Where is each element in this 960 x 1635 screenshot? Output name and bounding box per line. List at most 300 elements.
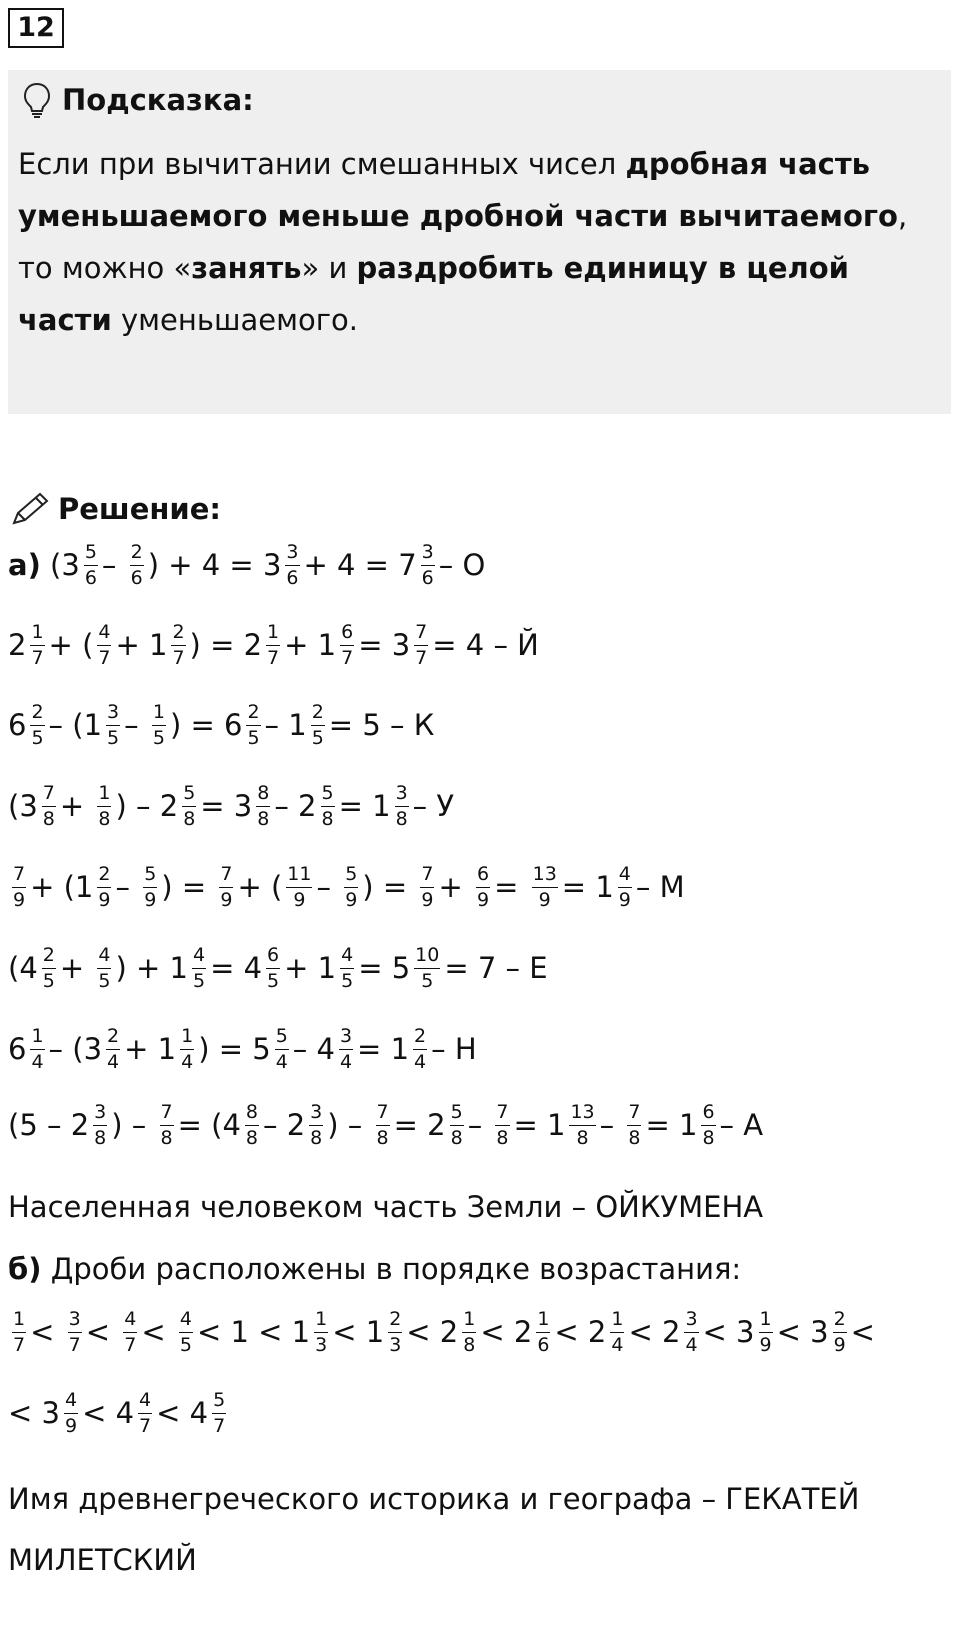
numerator: 4: [97, 946, 111, 969]
numerator: 4: [340, 946, 354, 969]
numerator: 7: [420, 865, 434, 888]
numerator: 2: [388, 1310, 402, 1333]
math-text: < 1: [332, 1315, 385, 1349]
numerator: 6: [701, 1103, 715, 1126]
math-text: =: [494, 870, 528, 904]
fraction: [130, 540, 144, 589]
denominator: 8: [42, 807, 55, 830]
denominator: 8: [702, 1126, 715, 1149]
denominator: 8: [245, 1126, 258, 1149]
solution-line: [8, 610, 539, 680]
fraction: [219, 862, 233, 911]
math-text: + 1: [284, 951, 337, 985]
part-b-label: б): [8, 1252, 42, 1286]
numerator: 1: [152, 703, 166, 726]
math-text: –: [115, 870, 140, 904]
solution-line: [8, 1090, 763, 1160]
numerator: 2: [30, 703, 44, 726]
order-line: [8, 1378, 230, 1448]
denominator: 8: [376, 1126, 389, 1149]
denominator: 8: [496, 1126, 509, 1149]
numerator: 1: [97, 784, 111, 807]
fraction: [97, 943, 111, 992]
denominator: 8: [160, 1126, 173, 1149]
math-text: <: [85, 1315, 120, 1349]
numerator: 1: [314, 1310, 328, 1333]
numerator: 3: [309, 1103, 323, 1126]
math-text: ) =: [362, 870, 417, 904]
fraction: [143, 862, 157, 911]
math-text: = 7 – Е: [444, 951, 548, 985]
hint-text: [18, 138, 938, 346]
math-text: (4: [8, 951, 38, 985]
fraction: [759, 1307, 773, 1356]
math-text: = 2: [393, 1108, 446, 1142]
numerator: 4: [64, 1391, 78, 1414]
fraction: [569, 1100, 595, 1149]
denominator: 7: [213, 1414, 226, 1437]
math-text: 6: [8, 1032, 27, 1066]
math-text: ) – 2: [115, 789, 179, 823]
numerator: 3: [684, 1310, 698, 1333]
denominator: 8: [628, 1126, 641, 1149]
denominator: 6: [421, 566, 434, 589]
denominator: 9: [293, 888, 306, 911]
math-text: – О: [438, 548, 486, 582]
numerator: 10: [414, 946, 440, 969]
numerator: 4: [138, 1391, 152, 1414]
part-b-text: Дроби расположены в порядке возрастания:: [41, 1252, 742, 1286]
fraction: [339, 1024, 353, 1073]
numerator: 6: [340, 623, 354, 646]
denominator: 4: [107, 1050, 120, 1073]
fraction: [311, 700, 325, 749]
numerator: 6: [476, 865, 490, 888]
math-text: = 1: [357, 1032, 410, 1066]
numerator: 1: [30, 623, 44, 646]
denominator: 9: [220, 888, 233, 911]
fraction: [68, 1307, 82, 1356]
denominator: 8: [576, 1126, 589, 1149]
numerator: 11: [286, 865, 312, 888]
math-text: < 2: [406, 1315, 459, 1349]
hint-header: [22, 80, 254, 120]
denominator: 8: [94, 1126, 107, 1149]
answer-b-line-1: Имя древнегреческого историка и географа – ГЕКАТЕЙ: [8, 1482, 860, 1516]
math-text: + 4 = 7: [303, 548, 417, 582]
denominator: 9: [144, 888, 157, 911]
denominator: 8: [321, 807, 334, 830]
math-text: = 5: [358, 951, 411, 985]
denominator: 4: [181, 1050, 194, 1073]
hint-box: [8, 70, 951, 414]
fraction: [171, 620, 185, 669]
numerator: 8: [245, 1103, 259, 1126]
solution-line: [8, 933, 548, 1003]
denominator: 9: [64, 1414, 78, 1437]
numerator: 4: [97, 623, 111, 646]
denominator: 5: [107, 726, 120, 749]
math-text: <: [141, 1315, 175, 1349]
fraction: [833, 1307, 847, 1356]
denominator: 8: [98, 807, 111, 830]
numerator: 1: [180, 1027, 194, 1050]
fraction: [30, 700, 44, 749]
denominator: 4: [31, 1050, 44, 1073]
hint-text-segment: уменьшаемого.: [111, 303, 358, 337]
fraction: [266, 620, 280, 669]
denominator: 7: [124, 1333, 137, 1356]
fraction: [42, 781, 56, 830]
denominator: 9: [759, 1333, 772, 1356]
fraction: [618, 862, 632, 911]
math-text: –: [124, 708, 148, 742]
fraction: [701, 1100, 715, 1149]
denominator: 5: [31, 726, 44, 749]
math-text: = 3: [200, 789, 253, 823]
denominator: 4: [339, 1050, 353, 1073]
numerator: 5: [344, 865, 358, 888]
numerator: 3: [339, 1027, 353, 1050]
denominator: 5: [247, 726, 260, 749]
fraction: [64, 1388, 78, 1437]
fraction: [421, 540, 435, 589]
denominator: 5: [42, 969, 55, 992]
fraction: [152, 700, 166, 749]
math-text: – 2: [263, 1108, 306, 1142]
part-b-heading: [8, 1252, 741, 1286]
fraction: [84, 540, 98, 589]
answer-b-line-2: МИЛЕТСКИЙ: [8, 1543, 197, 1577]
math-text: ) + 4 = 3: [147, 548, 282, 582]
math-text: = 3: [358, 628, 411, 662]
denominator: 7: [68, 1333, 81, 1356]
math-text: – У: [412, 789, 455, 823]
fraction: [97, 781, 111, 830]
numerator: 5: [84, 543, 98, 566]
numerator: 1: [610, 1310, 624, 1333]
math-text: – 4: [292, 1032, 335, 1066]
math-text: ) = 6: [169, 708, 243, 742]
denominator: 7: [267, 646, 280, 669]
hint-bold-segment: дробная часть уменьшаемого меньше дробной части вычитаемого: [18, 147, 898, 233]
numerator: 2: [311, 703, 325, 726]
fraction: [314, 1307, 328, 1356]
fraction: [179, 1307, 193, 1356]
denominator: 8: [310, 1126, 323, 1149]
order-line: [8, 1297, 875, 1367]
fraction: [245, 1100, 259, 1149]
math-text: = 1: [561, 870, 614, 904]
math-text: ) + 1: [115, 951, 188, 985]
math-text: = 1: [338, 789, 391, 823]
pencil-icon: [10, 491, 50, 527]
fraction: [462, 1307, 476, 1356]
math-text: 2: [8, 628, 27, 662]
math-text: (3: [40, 548, 80, 582]
fraction: [495, 1100, 509, 1149]
math-text: – А: [719, 1108, 764, 1142]
numerator: 6: [266, 946, 280, 969]
numerator: 7: [627, 1103, 641, 1126]
denominator: 7: [13, 1333, 26, 1356]
fraction: [413, 1024, 427, 1073]
numerator: 7: [414, 623, 428, 646]
math-text: – (1: [48, 708, 103, 742]
numerator: 2: [97, 865, 111, 888]
numerator: 7: [42, 784, 56, 807]
math-text: – 1: [264, 708, 307, 742]
denominator: 8: [463, 1333, 476, 1356]
numerator: 7: [376, 1103, 390, 1126]
fraction: [12, 1307, 26, 1356]
solution-line: [8, 530, 485, 600]
fraction: [212, 1388, 226, 1437]
numerator: 1: [12, 1310, 26, 1333]
fraction: [97, 862, 111, 911]
denominator: 9: [618, 888, 631, 911]
denominator: 6: [537, 1333, 550, 1356]
fraction: [160, 1100, 174, 1149]
denominator: 9: [98, 888, 111, 911]
denominator: 8: [257, 807, 270, 830]
denominator: 5: [311, 726, 324, 749]
denominator: 5: [192, 969, 206, 992]
numerator: 3: [93, 1103, 107, 1126]
solution-line: [8, 1014, 477, 1084]
fraction: [192, 943, 206, 992]
denominator: 3: [389, 1333, 402, 1356]
fraction: [138, 1388, 152, 1437]
numerator: 2: [171, 623, 185, 646]
denominator: 8: [395, 807, 408, 830]
denominator: 7: [139, 1414, 152, 1437]
fraction: [340, 620, 354, 669]
math-text: + 1: [124, 1032, 177, 1066]
denominator: 9: [13, 888, 26, 911]
lightbulb-icon: [22, 81, 52, 119]
hint-text-segment: , то можно «: [18, 199, 908, 285]
denominator: 5: [267, 969, 280, 992]
denominator: 7: [31, 646, 44, 669]
denominator: 3: [315, 1333, 328, 1356]
numerator: 3: [106, 703, 120, 726]
numerator: 5: [275, 1027, 289, 1050]
numerator: 2: [130, 543, 144, 566]
fraction: [376, 1100, 390, 1149]
hint-bold-segment: раздробить единицу в целой части: [18, 251, 849, 337]
numerator: 1: [536, 1310, 550, 1333]
fraction: [256, 781, 270, 830]
math-text: < 4: [82, 1396, 135, 1430]
denominator: 9: [345, 888, 358, 911]
fraction: [97, 620, 111, 669]
math-text: < 4: [156, 1396, 209, 1430]
solution-header: [10, 484, 221, 534]
numerator: 5: [143, 865, 157, 888]
math-text: ) –: [327, 1108, 372, 1142]
denominator: 4: [275, 1050, 288, 1073]
math-text: ) = 5: [198, 1032, 271, 1066]
math-text: < 2: [628, 1315, 681, 1349]
numerator: 1: [759, 1310, 773, 1333]
numerator: 8: [256, 784, 270, 807]
denominator: 9: [538, 888, 551, 911]
part-label: а): [8, 548, 41, 582]
denominator: 7: [415, 646, 428, 669]
fraction: [532, 862, 558, 911]
denominator: 6: [84, 566, 97, 589]
numerator: 7: [12, 865, 26, 888]
math-text: = 1: [645, 1108, 698, 1142]
fraction: [106, 1024, 120, 1073]
numerator: 1: [266, 623, 280, 646]
numerator: 7: [219, 865, 233, 888]
math-text: = 1: [513, 1108, 566, 1142]
fraction: [246, 700, 260, 749]
hint-text-segment: » и: [301, 251, 357, 285]
fraction: [93, 1100, 107, 1149]
numerator: 4: [618, 865, 632, 888]
numerator: 1: [30, 1027, 44, 1050]
fraction: [309, 1100, 323, 1149]
numerator: 5: [321, 784, 335, 807]
math-text: (5 – 2: [8, 1108, 90, 1142]
numerator: 3: [395, 784, 409, 807]
math-text: + (1: [30, 870, 94, 904]
math-text: <: [850, 1315, 875, 1349]
numerator: 7: [160, 1103, 174, 1126]
denominator: 5: [421, 969, 434, 992]
numerator: 2: [246, 703, 260, 726]
denominator: 7: [98, 646, 111, 669]
fraction: [123, 1307, 137, 1356]
hint-text-segment: Если при вычитании смешанных чисел: [18, 147, 626, 181]
numerator: 2: [413, 1027, 427, 1050]
fraction: [286, 862, 312, 911]
math-text: < 3: [776, 1315, 829, 1349]
math-text: < 3: [702, 1315, 755, 1349]
math-text: + 1: [115, 628, 168, 662]
fraction: [420, 862, 434, 911]
math-text: +: [438, 870, 472, 904]
math-text: = 5 – К: [328, 708, 435, 742]
math-text: + (: [48, 628, 94, 662]
numerator: 3: [68, 1310, 82, 1333]
numerator: 2: [106, 1027, 120, 1050]
answer-a: Населенная человеком часть Земли – ОЙКУМЕНА: [8, 1190, 764, 1224]
fraction: [42, 943, 56, 992]
numerator: 13: [569, 1103, 595, 1126]
math-text: –: [101, 548, 126, 582]
math-text: –: [599, 1108, 624, 1142]
denominator: 7: [341, 646, 354, 669]
solution-line: [8, 771, 454, 841]
numerator: 4: [179, 1310, 193, 1333]
fraction: [266, 943, 280, 992]
solution-line: [8, 690, 434, 760]
fraction: [182, 781, 196, 830]
denominator: 5: [341, 969, 354, 992]
hint-bold-segment: занять: [191, 251, 302, 285]
numerator: 3: [285, 543, 299, 566]
math-text: < 2: [480, 1315, 533, 1349]
math-text: – (3: [48, 1032, 103, 1066]
fraction: [30, 620, 44, 669]
fraction: [388, 1307, 402, 1356]
math-text: ) =: [161, 870, 216, 904]
fraction: [395, 781, 409, 830]
math-text: < 2: [554, 1315, 607, 1349]
math-text: ) –: [111, 1108, 156, 1142]
denominator: 6: [130, 566, 143, 589]
fraction: [30, 1024, 44, 1073]
solution-line: [8, 852, 685, 922]
math-text: < 1 < 1: [196, 1315, 311, 1349]
denominator: 7: [172, 646, 185, 669]
denominator: 4: [685, 1333, 698, 1356]
fraction: [536, 1307, 550, 1356]
fraction: [12, 862, 26, 911]
fraction: [684, 1307, 698, 1356]
fraction: [180, 1024, 194, 1073]
numerator: 2: [833, 1310, 847, 1333]
denominator: 5: [152, 726, 165, 749]
math-text: –: [316, 870, 341, 904]
denominator: 5: [98, 969, 111, 992]
fraction: [414, 620, 428, 669]
numerator: 2: [42, 946, 56, 969]
math-text: <: [30, 1315, 64, 1349]
numerator: 5: [450, 1103, 464, 1126]
denominator: 9: [833, 1333, 846, 1356]
math-text: +: [59, 951, 94, 985]
fraction: [627, 1100, 641, 1149]
denominator: 8: [183, 807, 196, 830]
fraction: [340, 943, 354, 992]
math-text: < 3: [8, 1396, 60, 1430]
fraction: [106, 700, 120, 749]
hint-title: Подсказка:: [62, 83, 254, 117]
denominator: 5: [179, 1333, 192, 1356]
math-text: = (4: [177, 1108, 241, 1142]
math-text: – Н: [431, 1032, 477, 1066]
numerator: 4: [192, 946, 206, 969]
math-text: – М: [635, 870, 685, 904]
numerator: 7: [495, 1103, 509, 1126]
math-text: 6: [8, 708, 27, 742]
numerator: 4: [123, 1310, 137, 1333]
math-text: – 2: [274, 789, 317, 823]
fraction: [275, 1024, 289, 1073]
math-text: –: [467, 1108, 492, 1142]
task-number: 12: [8, 8, 64, 48]
math-text: (3: [8, 789, 38, 823]
denominator: 8: [450, 1126, 463, 1149]
denominator: 9: [421, 888, 434, 911]
fraction: [610, 1307, 624, 1356]
math-text: = 4 – Й: [432, 628, 539, 662]
numerator: 3: [421, 543, 435, 566]
denominator: 9: [476, 888, 490, 911]
math-text: +: [59, 789, 94, 823]
math-text: ) = 2: [189, 628, 263, 662]
fraction: [450, 1100, 464, 1149]
denominator: 6: [286, 566, 299, 589]
fraction: [414, 943, 440, 992]
denominator: 4: [611, 1333, 624, 1356]
fraction: [344, 862, 358, 911]
